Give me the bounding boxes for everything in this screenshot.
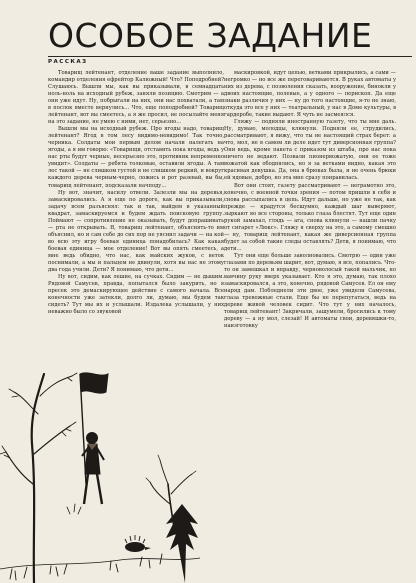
paragraph: Ну вот, значит, насилу отвели. Залезли мы на деревья, замаскировались. А я еще по дороге, как вы приказывали, задачу всем разъяснял: так и так, выйдем в указанный квадрат, замаскируемся и будем ждать поисковую группу. Поймают — сопротивление не оказывать, будут допрашивать — рта не открывать. Я, товарищ лейтенант, объяснять-то им объяснил, но и сам себе до сих пор не уяснил задачи — на кой во всю эту игру боевая единица понадобилась? Как какая боевая единица — мое отделение! Вот вы опять смеетесь, а мне ведь обидно, что нас, как майских жуков, с веток поснимали, а мы и пальцем не двинули, хотя вы нас не этому два года учили. Дети? Я понимаю, что дети... xyxy=(48,189,224,273)
paragraph: маскировкой, идут цепью, ветками прикрылись, а сами — негромко — но все же переговариваются. В руках автоматы у них из дерева, с позволения сказать, вооружение, бинокли у двоих настоящие, полевые, а у одного — перископ. Да еще знаки различия у них — ну до того настоящие, я-то не знаю, откуда это все у них — театральный, у нас в Доме культуры, в гардеробе, такие выдают. Я чуть не засмеялся. xyxy=(224,70,396,119)
paragraph: Вышли мы на исходный рубеж. Про ягоды надо, товарищ лейтенант? Ягод в том лесу видимо-невидимо! Так точно, черника. Солдаты мои первым делом начали налегать на ягоды, а я им говорю: «Товарищи, отставить пока ягоды, ведь у нас рты будут черные, несерьезно это, противник непременно увидит». Солдаты — ребята толковые, оставили ягоды. А там лес такой — не слишком густой и не слишком редкий, и вокруг каждого дерева черным-черно, ложись и рот разевай, вы бы, товарищ лейтенант, подсказали начподу... xyxy=(48,126,224,189)
paragraph: Вот они стоят, газету рассматривают — неграмотно это, конечно, с военной точки зрения — потом пришли в себя и снова рассыпались в цепь. Идут дальше, но уже не так, как прежде — крадутся бесшумно, каждый шаг выверяют, зыркают во все стороны, только глаза блестят. Тут еще один рукой замахал, глядь — ага, снова клюнули — нашли пачку от сигарет «Люкс». Гляжу я сверху на это, а самому смешно — ну, товарищ лейтенант, какая же диверсионная группа будет за собой такие следы оставлять? Дети, я понимаю, что дети... xyxy=(224,182,396,252)
tree-icon xyxy=(0,373,77,583)
paragraph: Товарищ лейтенант, отделение ваше задание выполнило, командир отделения ефрейтор Калюжный! Что? Поподробней? Слушаюсь. Вышли мы, как вы приказывали, в семнадцать ноль-ноль на исходный рубеж, заняли позицию. Смотрим — а они уже идут. Ну, побрыгали на них, они нас похватали, а там в послок вместе вернулись... Что, еще поподробней? Товарищ лейтенант, вот вы смеетесь, а я же просил, не посылайте меня на это задание, не умею с ними, нет, серьезно... xyxy=(48,70,224,126)
pioneer-boy-figure xyxy=(80,373,108,504)
forest-illustration xyxy=(0,334,200,583)
grass-icon xyxy=(0,504,200,580)
paragraph: Тут они еще больше заволновались. Смотрю — один уже глазами по деревьям шарит, вот, думаю, я все, попались. Что-то он замешкал и вправду, черноволосый такой мальчик, но вавчину руку вверх указывает. Кто я это, думаю, так плохо замаскировался, а это, конечно, рядовой Самусев. Ел он ему наряд дам. Побледнели эти двое, уже увидели Самусева, глаза тревожные стали. Еще бы не перепугаться, ведь на дереве живой человек сидит. Что тут у них началось, товарищ лейтенант! Закричали, зашумели, бросились к тому дереву — а ну мол, слезай! И автоматы свои, деревяшки-то, наизготовку xyxy=(224,252,396,330)
right-column xyxy=(224,70,396,575)
paragraph: Ну вот, сидим, как лешие, на сучках. Сидим — не дышим. Рядовой Самусев, правда, попытался было закурить, но я пресек это демаскирующее действие с самого начала. Все конечности уже затекли, долго ли, думаю, мы будем так сидеть? Тут мы их и услышали. Издалека услышали, у них неважно было со звуковой xyxy=(48,273,224,316)
story-title: ОСОБОЕ ЗАДАНИЕ xyxy=(48,16,373,55)
fir-icon xyxy=(166,504,198,583)
paragraph: Гляжу — подняли иностранную газету, что ты мне даль. Ну, думаю, молодцы, клюнули. Подняли ее, струдились, рассматривают, я вижу, что ты не настоящий страх берет: а что, мол, не в самом ли деле идет тут диверсионная группа? Они ведь, кроме пакета с приказом из штаба, про нас пока ничего не ведают. Позвали пионервожатую, они ее тоже вожатой как ободнялись, но я за ветками видно, какая это красивая девушка. Да, она в брюках была, и не очень брюки ей ядовые, добро, но эта мне сразу понравилась. xyxy=(224,119,396,182)
hedgehog-icon xyxy=(125,535,151,552)
title-rule xyxy=(48,56,412,57)
story-kicker: РАССКАЗ xyxy=(48,59,88,65)
